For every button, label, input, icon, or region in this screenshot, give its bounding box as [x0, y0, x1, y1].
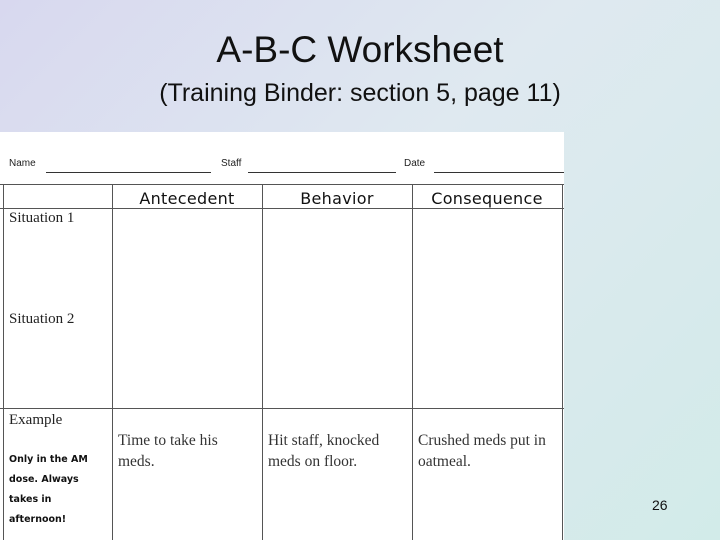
grid-line-left: [3, 184, 4, 540]
grid-line-col3: [412, 184, 413, 540]
name-field-label: Name: [9, 158, 36, 169]
example-antecedent-cell: Time to take his meds.: [118, 432, 218, 470]
grid-line-col2: [262, 184, 263, 540]
grid-line-col1: [112, 184, 113, 540]
row-label-situation-2: Situation 2: [9, 311, 75, 327]
worksheet-image: [0, 132, 564, 540]
grid-line-top: [0, 184, 564, 185]
grid-line-example: [0, 408, 564, 409]
date-field-label: Date: [404, 158, 426, 169]
row-label-example: Example: [9, 412, 63, 428]
example-consequence-cell: Crushed meds put in oatmeal.: [418, 432, 546, 470]
grid-line-right: [562, 184, 563, 540]
staff-field-label: Staff: [221, 158, 242, 169]
row-label-situation-1: Situation 1: [9, 210, 75, 226]
column-header-consequence: Consequence: [431, 189, 543, 208]
example-behavior-cell: Hit staff, knocked meds on floor.: [268, 432, 380, 470]
slide-title: A-B-C Worksheet: [216, 29, 504, 70]
page-number: 26: [652, 497, 668, 513]
slide-subtitle: (Training Binder: section 5, page 11): [159, 79, 561, 107]
column-header-antecedent: Antecedent: [139, 189, 235, 208]
column-header-behavior: Behavior: [300, 189, 374, 208]
example-handwritten-note: Only in the AM dose. Always takes in afternoon!: [9, 454, 88, 525]
